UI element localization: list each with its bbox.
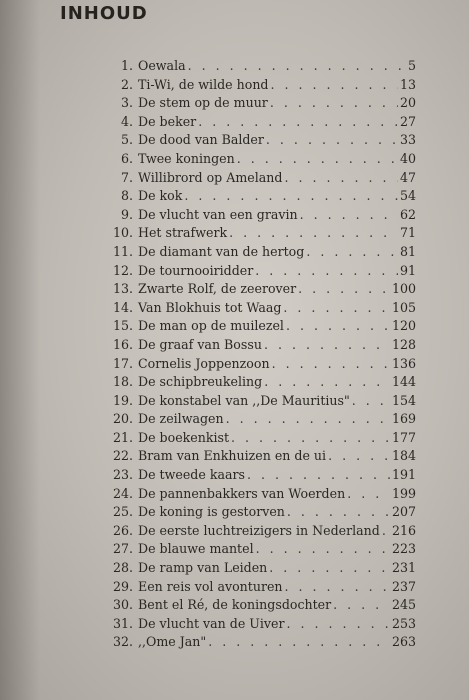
chapter-number: 20. (112, 411, 133, 427)
chapter-number: 13. (112, 281, 133, 297)
dot-leader (287, 615, 390, 634)
dot-leader (184, 187, 398, 206)
chapter-number: 31. (112, 615, 133, 631)
chapter-title: ,,Ome Jan" (138, 634, 207, 650)
chapter-title: De stem op de muur (138, 95, 268, 111)
chapter-number: 3. (120, 95, 133, 111)
dot-leader (269, 559, 390, 578)
chapter-number: 11. (112, 243, 133, 259)
toc-entry (108, 540, 416, 559)
toc-entry (108, 336, 416, 355)
toc-entry (108, 429, 416, 448)
toc-entry (108, 206, 416, 225)
dot-leader (300, 206, 398, 225)
toc-entry (108, 169, 416, 188)
dot-leader (270, 94, 398, 113)
page-number: 105 (391, 299, 416, 315)
chapter-number: 25. (112, 504, 133, 520)
dot-leader (231, 429, 390, 448)
dot-leader (264, 373, 390, 392)
chapter-title: De pannenbakkers van Woerden (138, 485, 346, 501)
chapter-number: 8. (120, 188, 133, 204)
dot-leader (306, 243, 398, 262)
chapter-title: De boekenkist (138, 429, 230, 445)
chapter-title: Oewala (138, 58, 186, 73)
dot-leader (271, 76, 398, 95)
chapter-number: 26. (112, 522, 133, 538)
chapter-number: 30. (112, 597, 133, 613)
page-number: 128 (391, 336, 416, 352)
page-number: 253 (391, 615, 416, 631)
chapter-title: De tournooiridder (138, 262, 254, 278)
dot-leader (229, 224, 398, 243)
page-number: 223 (391, 541, 416, 557)
page-number: 27 (399, 113, 416, 129)
page-number: 33 (399, 132, 416, 148)
dot-leader (256, 540, 390, 559)
dot-leader (226, 410, 390, 429)
page-number: 71 (399, 225, 416, 241)
dot-leader (272, 355, 390, 374)
toc-entry (108, 224, 416, 243)
page-number: 5 (407, 58, 416, 73)
page-number: 231 (391, 560, 416, 576)
chapter-title: De schipbreukeling (138, 374, 263, 390)
page-number: 54 (399, 188, 416, 204)
page-number: 120 (391, 318, 416, 334)
chapter-title: Willibrord op Ameland (138, 169, 283, 185)
page-number: 199 (391, 485, 416, 501)
page-shadow (0, 0, 40, 700)
toc-entry (108, 150, 416, 169)
toc-entry (108, 262, 416, 281)
chapter-number: 5. (120, 132, 133, 148)
chapter-title: De dood van Balder (138, 132, 264, 148)
chapter-title: Twee koningen (138, 150, 235, 166)
chapter-number: 2. (120, 76, 133, 92)
chapter-title: De graaf van Bossu (138, 336, 262, 352)
dot-leader (298, 280, 390, 299)
toc-entry (108, 317, 416, 336)
toc-entry (108, 280, 416, 299)
chapter-number: 14. (112, 299, 133, 315)
chapter-number: 27. (112, 541, 133, 557)
chapter-title: De beker (138, 113, 197, 129)
dot-leader (266, 131, 398, 150)
toc-entry (108, 466, 416, 485)
toc-entry (108, 447, 416, 466)
toc-entry (108, 503, 416, 522)
chapter-title: Een reis vol avonturen (138, 578, 283, 594)
dot-leader (285, 578, 390, 597)
page-number: 20 (399, 95, 416, 111)
page-number: 245 (391, 597, 416, 613)
dot-leader (188, 57, 406, 76)
toc-entry (108, 615, 416, 634)
dot-leader (352, 392, 390, 411)
dot-leader (264, 336, 390, 355)
chapter-title: De diamant van de hertog (138, 243, 305, 259)
page-number: 91 (399, 262, 416, 278)
chapter-title: Ti-Wi, de wilde hond (138, 76, 269, 92)
page-number: 144 (391, 374, 416, 390)
chapter-title: Bram van Enkhuizen en de ui (138, 448, 327, 464)
chapter-title: De tweede kaars (138, 467, 245, 483)
toc-entry (108, 373, 416, 392)
page-number: 177 (391, 429, 416, 445)
page-number: 40 (399, 150, 416, 166)
toc-entry (108, 355, 416, 374)
chapter-number: 9. (120, 206, 133, 222)
chapter-title: Zwarte Rolf, de zeerover (138, 281, 297, 297)
chapter-title: De eerste luchtreizigers in Nederland (138, 522, 380, 538)
chapter-number: 17. (112, 355, 133, 371)
chapter-number: 28. (112, 560, 133, 576)
chapter-title: De vlucht van de Uiver (138, 615, 285, 631)
page-number: 216 (391, 522, 416, 538)
dot-leader (208, 633, 390, 652)
chapter-number: 1. (120, 58, 133, 73)
chapter-title: Bent el Ré, de koningsdochter (138, 597, 332, 613)
toc-entry (108, 187, 416, 206)
page-number: 62 (399, 206, 416, 222)
toc-entry (108, 76, 416, 95)
page-number: 169 (391, 411, 416, 427)
chapter-number: 15. (112, 318, 133, 334)
toc-entry (108, 243, 416, 262)
dot-leader (333, 596, 390, 615)
chapter-number: 23. (112, 467, 133, 483)
chapter-number: 24. (112, 485, 133, 501)
dot-leader (286, 317, 390, 336)
dot-leader (237, 150, 398, 169)
chapter-number: 18. (112, 374, 133, 390)
chapter-title: Van Blokhuis tot Waag (138, 299, 282, 315)
toc-entry (108, 522, 416, 541)
chapter-title: Het strafwerk (138, 225, 228, 241)
page-number: 207 (391, 504, 416, 520)
chapter-number: 7. (120, 169, 133, 185)
toc-entry (108, 485, 416, 504)
toc-entry (108, 578, 416, 597)
chapter-title: De blauwe mantel (138, 541, 254, 557)
page-number: 237 (391, 578, 416, 594)
chapter-number: 10. (112, 225, 133, 241)
table-of-contents (108, 57, 416, 652)
toc-entry (108, 57, 416, 76)
chapter-number: 16. (112, 336, 133, 352)
toc-entry (108, 113, 416, 132)
chapter-number: 12. (112, 262, 133, 278)
toc-entry (108, 559, 416, 578)
page-title: INHOUD (60, 3, 148, 24)
page-number: 191 (391, 467, 416, 483)
chapter-number: 6. (120, 150, 133, 166)
chapter-number: 19. (112, 392, 133, 408)
dot-leader (284, 169, 398, 188)
chapter-number: 29. (112, 578, 133, 594)
dot-leader (247, 466, 390, 485)
page-number: 47 (399, 169, 416, 185)
dot-leader (328, 447, 390, 466)
chapter-title: De koning is gestorven (138, 504, 285, 520)
chapter-title: Cornelis Joppenzoon (138, 355, 270, 371)
chapter-number: 22. (112, 448, 133, 464)
chapter-title: De vlucht van een gravin (138, 206, 298, 222)
toc-entry (108, 131, 416, 150)
page-number: 154 (391, 392, 416, 408)
page-number: 136 (391, 355, 416, 371)
chapter-number: 4. (120, 113, 133, 129)
dot-leader (287, 503, 390, 522)
page-number: 13 (399, 76, 416, 92)
chapter-title: De zeilwagen (138, 411, 224, 427)
toc-entry (108, 410, 416, 429)
chapter-title: De ramp van Leiden (138, 560, 268, 576)
toc-entry (108, 94, 416, 113)
dot-leader (347, 485, 390, 504)
toc-entry (108, 596, 416, 615)
dot-leader (255, 262, 398, 281)
page-number: 100 (391, 281, 416, 297)
toc-entry (108, 392, 416, 411)
dot-leader (198, 113, 398, 132)
chapter-number: 21. (112, 429, 133, 445)
chapter-title: De man op de muilezel (138, 318, 284, 334)
toc-entry (108, 633, 416, 652)
page-number: 81 (399, 243, 416, 259)
chapter-title: De kok (138, 188, 183, 204)
dot-leader (382, 522, 390, 541)
dot-leader (283, 299, 390, 318)
page-number: 263 (391, 634, 416, 650)
page-number: 184 (391, 448, 416, 464)
chapter-number: 32. (112, 634, 133, 650)
chapter-title: De konstabel van ,,De Mauritius" (138, 392, 350, 408)
toc-entry (108, 299, 416, 318)
